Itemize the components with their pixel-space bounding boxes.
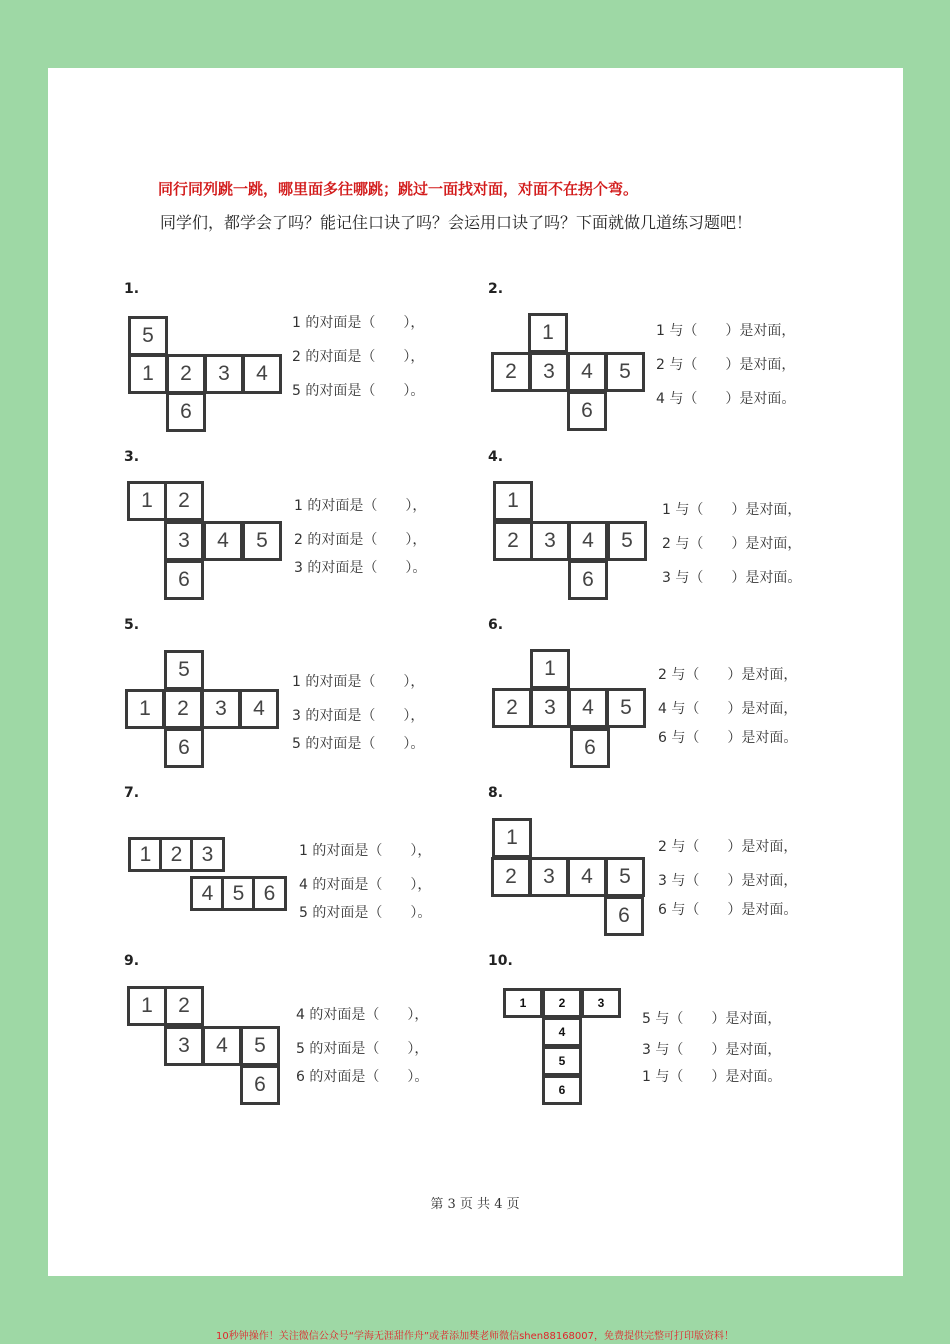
cube-net-face: 6 — [240, 1065, 280, 1105]
cube-net-face: 1 — [493, 481, 533, 521]
cube-net-face: 4 — [567, 352, 607, 392]
intro-text: 同学们，都学会了吗？能记住口诀了吗？会运用口诀了吗？下面就做几道练习题吧！ — [160, 213, 753, 232]
cube-net-face: 6 — [542, 1075, 582, 1105]
cube-net-face: 5 — [164, 650, 204, 690]
promo-banner: 10秒钟操作！关注微信公众号“学海无涯甜作舟”或者添加樊老师微信shen88168007，免费提供完整可打印版资料！ — [215, 1331, 735, 1342]
question-line: 2 与（ ）是对面， — [658, 667, 798, 683]
cube-net-face: 4 — [203, 521, 243, 561]
cube-net-face: 1 — [127, 986, 167, 1026]
cube-net-face: 6 — [604, 896, 644, 936]
cube-net-face: 3 — [529, 857, 569, 897]
question-line: 2 与（ ）是对面， — [662, 536, 802, 552]
cube-net-face: 5 — [607, 521, 647, 561]
cube-net-face: 4 — [242, 354, 282, 394]
page-number: 第 3 页 共 4 页 — [430, 1197, 520, 1212]
cube-net-face: 3 — [204, 354, 244, 394]
cube-net-face: 4 — [202, 1026, 242, 1066]
question-line: 1 的对面是（ ）， — [292, 315, 425, 331]
cube-net-face: 4 — [568, 521, 608, 561]
cube-net-face: 3 — [201, 689, 241, 729]
cube-net-face: 2 — [166, 354, 206, 394]
cube-net-face: 1 — [503, 988, 543, 1018]
problem-number: 4. — [488, 449, 504, 465]
question-line: 1 的对面是（ ）， — [294, 498, 427, 514]
cube-net-face: 3 — [530, 688, 570, 728]
cube-net-face: 1 — [128, 354, 168, 394]
question-line: 5 的对面是（ ）。 — [299, 905, 432, 921]
problem-number: 9. — [124, 953, 140, 969]
question-line: 4 与（ ）是对面， — [658, 701, 798, 717]
question-line: 6 与（ ）是对面。 — [658, 902, 798, 918]
cube-net-face: 3 — [581, 988, 621, 1018]
cube-net-face: 4 — [190, 876, 225, 911]
question-line: 1 的对面是（ ）， — [292, 674, 425, 690]
cube-net-face: 6 — [164, 728, 204, 768]
question-line: 1 与（ ）是对面， — [656, 323, 796, 339]
cube-net-face: 2 — [159, 837, 194, 872]
cube-net-face: 5 — [542, 1046, 582, 1076]
problem-number: 6. — [488, 617, 504, 633]
question-line: 2 的对面是（ ）， — [294, 532, 427, 548]
question-line: 4 的对面是（ ）， — [299, 877, 432, 893]
cube-net-face: 1 — [128, 837, 163, 872]
question-line: 4 与（ ）是对面。 — [656, 391, 796, 407]
question-line: 3 与（ ）是对面。 — [662, 570, 802, 586]
cube-net-face: 4 — [568, 688, 608, 728]
cube-net-face: 5 — [605, 352, 645, 392]
cube-net-face: 3 — [530, 521, 570, 561]
question-line: 3 的对面是（ ）。 — [294, 560, 427, 576]
cube-net-face: 1 — [492, 818, 532, 858]
cube-net-face: 2 — [491, 857, 531, 897]
cube-net-face: 3 — [529, 352, 569, 392]
cube-net-face: 5 — [128, 316, 168, 356]
cube-net-face: 3 — [164, 1026, 204, 1066]
question-line: 5 与（ ）是对面， — [642, 1011, 782, 1027]
question-line: 5 的对面是（ ）。 — [292, 736, 425, 752]
problem-number: 1. — [124, 281, 140, 297]
cube-net-face: 2 — [492, 688, 532, 728]
question-line: 3 与（ ）是对面， — [642, 1042, 782, 1058]
question-line: 2 与（ ）是对面， — [658, 839, 798, 855]
question-line: 3 与（ ）是对面， — [658, 873, 798, 889]
cube-net-face: 2 — [542, 988, 582, 1018]
cube-net-face: 6 — [166, 392, 206, 432]
problem-number: 3. — [124, 449, 140, 465]
question-line: 2 的对面是（ ）， — [292, 349, 425, 365]
cube-net-face: 2 — [163, 689, 203, 729]
cube-net-face: 5 — [605, 857, 645, 897]
cube-net-face: 3 — [164, 521, 204, 561]
problem-number: 10. — [488, 953, 513, 969]
cube-net-face: 6 — [570, 728, 610, 768]
cube-net-face: 5 — [240, 1026, 280, 1066]
problem-number: 7. — [124, 785, 140, 801]
question-line: 5 的对面是（ ）。 — [292, 383, 425, 399]
problem-number: 5. — [124, 617, 140, 633]
cube-net-face: 6 — [252, 876, 287, 911]
question-line: 6 与（ ）是对面。 — [658, 730, 798, 746]
problem-number: 8. — [488, 785, 504, 801]
question-line: 5 的对面是（ ）， — [296, 1041, 429, 1057]
cube-net-face: 2 — [164, 986, 204, 1026]
question-line: 6 的对面是（ ）。 — [296, 1069, 429, 1085]
cube-net-face: 6 — [164, 560, 204, 600]
question-line: 3 的对面是（ ）， — [292, 708, 425, 724]
question-line: 1 的对面是（ ）， — [299, 843, 432, 859]
cube-net-face: 1 — [127, 481, 167, 521]
cube-net-face: 2 — [164, 481, 204, 521]
cube-net-face: 4 — [542, 1017, 582, 1047]
question-line: 2 与（ ）是对面， — [656, 357, 796, 373]
cube-net-face: 5 — [221, 876, 256, 911]
question-line: 1 与（ ）是对面， — [662, 502, 802, 518]
cube-net-face: 6 — [567, 391, 607, 431]
cube-net-face: 1 — [125, 689, 165, 729]
problem-number: 2. — [488, 281, 504, 297]
cube-net-face: 2 — [493, 521, 533, 561]
cube-net-face: 4 — [239, 689, 279, 729]
cube-net-face: 6 — [568, 560, 608, 600]
cube-net-face: 5 — [242, 521, 282, 561]
question-line: 1 与（ ）是对面。 — [642, 1069, 782, 1085]
cube-net-face: 5 — [606, 688, 646, 728]
cube-net-face: 2 — [491, 352, 531, 392]
cube-net-face: 1 — [528, 313, 568, 353]
cube-net-face: 3 — [190, 837, 225, 872]
rule-mnemonic: 同行同列跳一跳，哪里面多往哪跳；跳过一面找对面，对面不在拐个弯。 — [158, 180, 639, 198]
question-line: 4 的对面是（ ）， — [296, 1007, 429, 1023]
cube-net-face: 4 — [567, 857, 607, 897]
cube-net-face: 1 — [530, 649, 570, 689]
